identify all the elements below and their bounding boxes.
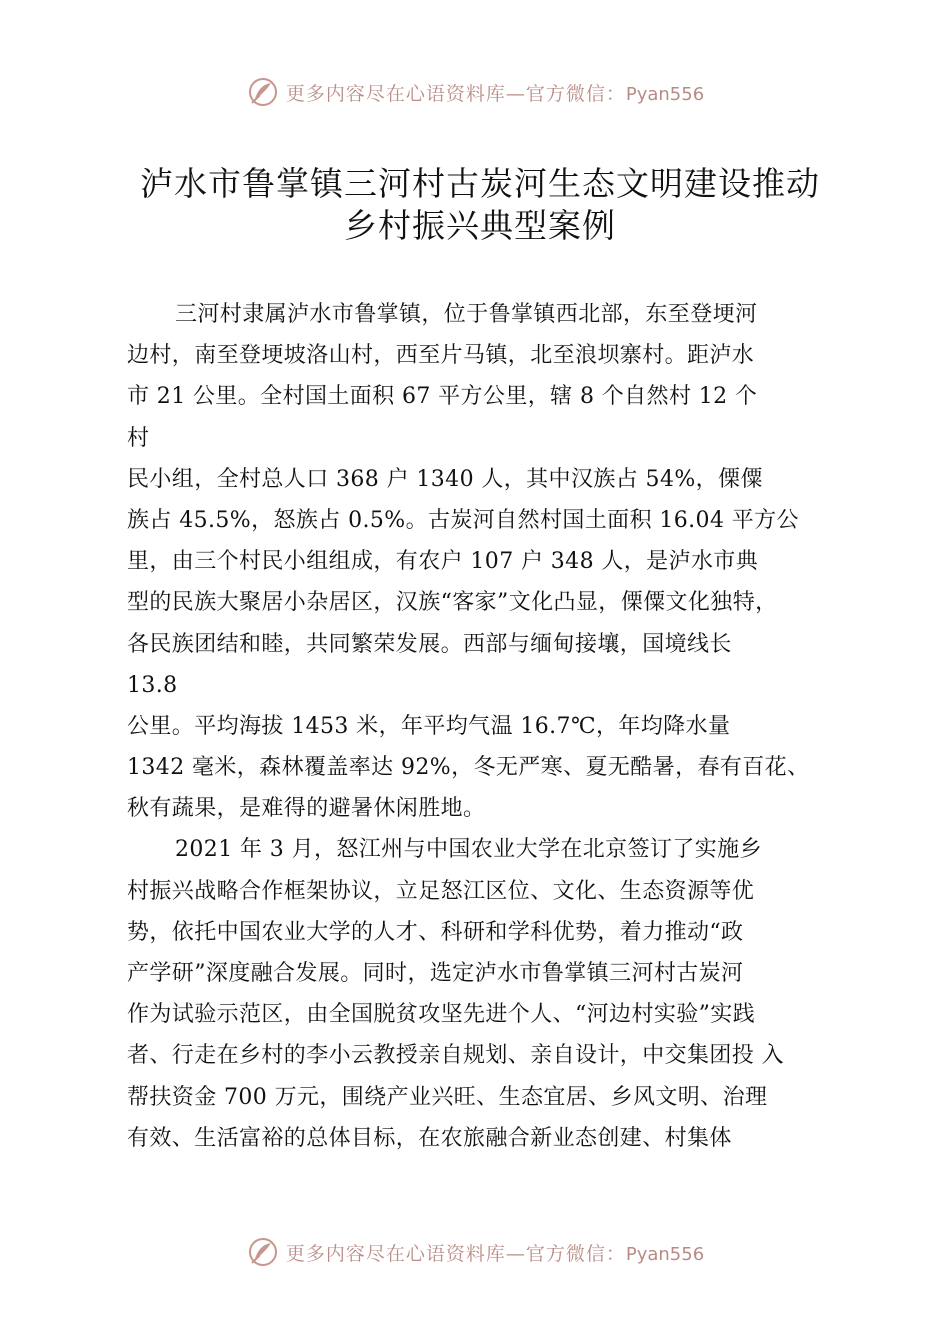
body-line: 里，由三个村民小组组成，有农户 107 户 348 人，是泸水市典 bbox=[127, 549, 759, 575]
body-line: 有效、生活富裕的总体目标，在农旅融合新业态创建、村集体 bbox=[127, 1125, 732, 1151]
body-line: 族占 45.5%，怒族占 0.5%。古炭河自然村国土面积 16.04 平方公 bbox=[127, 507, 799, 533]
watermark-footer bbox=[0, 1232, 950, 1272]
watermark-text: 更多内容尽在心语资料库—官方微信：Pyan556 bbox=[285, 82, 705, 105]
watermark-wechat-id: Pyan556 bbox=[625, 83, 705, 105]
document-body bbox=[127, 294, 837, 1159]
body-line: 型的民族大聚居小杂居区，汉族“客家”文化凸显，傈僳文化独特， bbox=[127, 590, 778, 616]
body-line: 公里。平均海拔 1453 米，年平均气温 16.7℃，年均降水量 bbox=[127, 713, 731, 739]
body-line: 村振兴战略合作框架协议，立足怒江区位、文化、生态资源等优 bbox=[127, 878, 755, 904]
body-line: 势，依托中国农业大学的人才、科研和学科优势，着力推动“政 bbox=[127, 919, 744, 945]
watermark-wechat-id: Pyan556 bbox=[625, 1243, 705, 1265]
watermark-header bbox=[0, 72, 950, 112]
body-line: 秋有蔬果，是难得的避暑休闲胜地。 bbox=[127, 796, 486, 822]
body-line: 村 bbox=[127, 425, 150, 451]
body-line: 13.8 bbox=[127, 672, 178, 698]
body-line: 产学研”深度融合发展。同时，选定泸水市鲁掌镇三河村古炭河 bbox=[127, 961, 744, 986]
watermark-logo-icon bbox=[246, 1235, 280, 1269]
watermark-logo-icon bbox=[246, 75, 280, 109]
body-line: 各民族团结和睦，共同繁荣发展。西部与缅甸接壤，国境线长 bbox=[127, 631, 732, 657]
body-line: 三河村隶属泸水市鲁掌镇，位于鲁掌镇西北部，东至登埂河 bbox=[175, 302, 758, 327]
body-line: 帮扶资金 700 万元，围绕产业兴旺、生态宜居、乡风文明、治理 bbox=[127, 1084, 768, 1110]
document-title-line-2: 乡村振兴典型案例 bbox=[344, 206, 616, 245]
document-title-line-1: 泸水市鲁掌镇三河村古炭河生态文明建设推动 bbox=[140, 164, 820, 203]
body-line: 市 21 公里。全村国土面积 67 平方公里，辖 8 个自然村 12 个 bbox=[127, 384, 758, 410]
watermark-text: 更多内容尽在心语资料库—官方微信：Pyan556 bbox=[285, 1242, 705, 1265]
body-line: 民小组，全村总人口 368 户 1340 人，其中汉族占 54%，傈僳 bbox=[127, 466, 763, 492]
body-line: 1342 毫米，森林覆盖率达 92%，冬无严寒、夏无酷暑，春有百花、 bbox=[127, 755, 810, 781]
document-title bbox=[120, 163, 840, 247]
body-line: 作为试验示范区，由全国脱贫攻坚先进个人、“河边村实验”实践 bbox=[127, 1002, 756, 1028]
body-line: 者、行走在乡村的李小云教授亲自规划、亲自设计，中交集团投 入 bbox=[127, 1043, 784, 1069]
body-line: 边村，南至登埂坡洛山村，西至片马镇，北至浪坝寨村。距泸水 bbox=[127, 343, 755, 369]
body-line: 2021 年 3 月，怒江州与中国农业大学在北京签订了实施乡 bbox=[175, 837, 762, 863]
